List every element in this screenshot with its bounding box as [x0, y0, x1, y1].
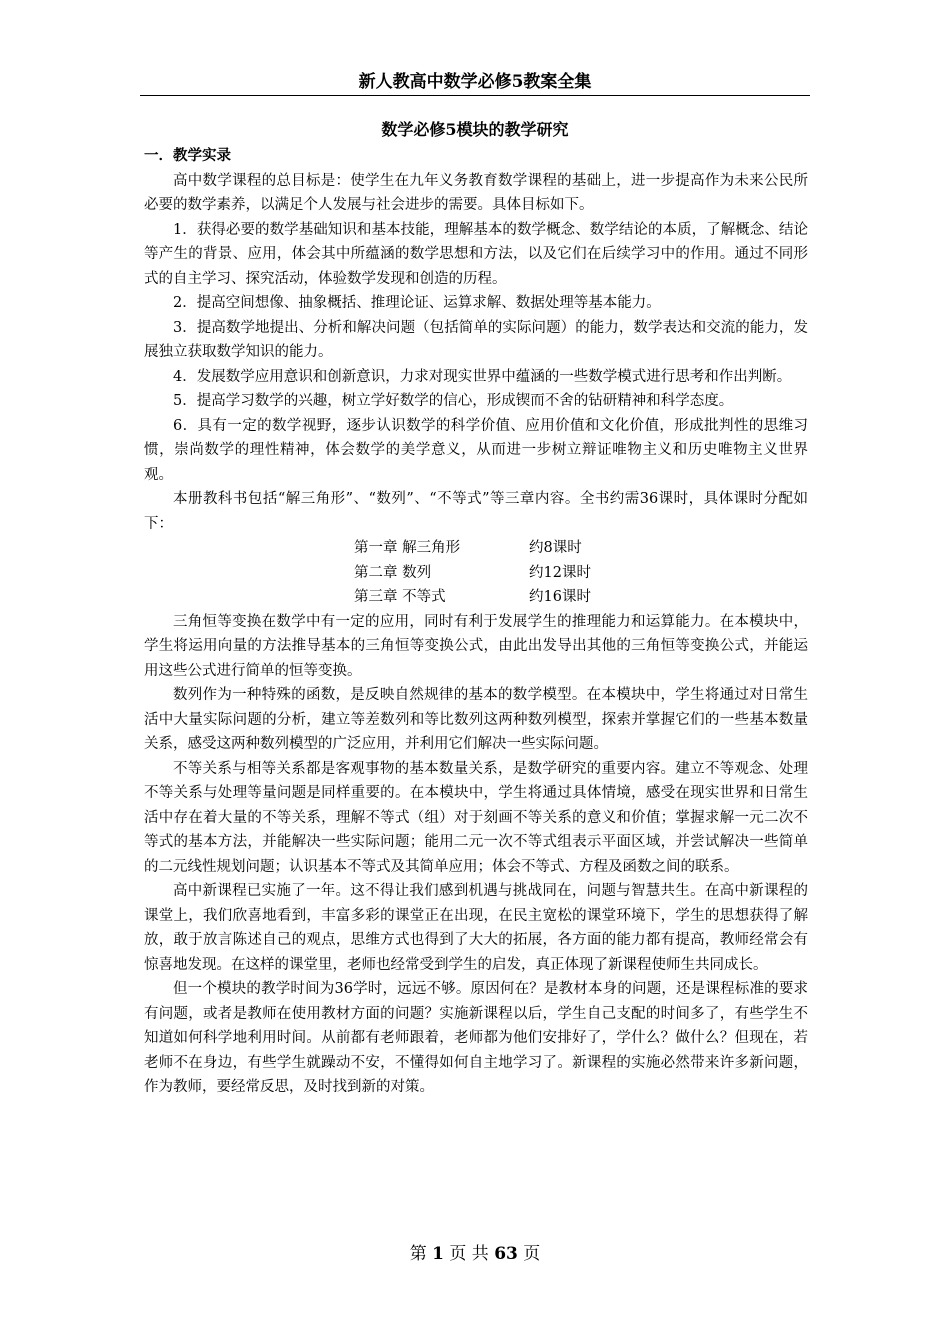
running-header: 新人教高中数学必修5教案全集	[358, 72, 592, 92]
document-title: 数学必修5模块的教学研究	[381, 120, 569, 139]
chapter-hours: 约8课时	[529, 540, 582, 556]
allocation-row	[144, 585, 808, 610]
hours-allocation	[144, 536, 808, 610]
paragraph: 数列作为一种特殊的函数，是反映自然规律的基本的数学模型。在本模块中，学生将通过对日常生活中大量实际问题的分析，建立等差数列和等比数列这两种数列模型，探索并掌握它们的一些基本数量关系，感受这两种数列模型的广泛应用，并利用它们解决一些实际问题。	[144, 687, 808, 752]
footer-suffix: 页	[523, 1244, 541, 1264]
document-body	[144, 144, 808, 1100]
paragraph: 三角恒等变换在数学中有一定的应用，同时有利于发展学生的推理能力和运算能力。在本模块中，学生将运用向量的方法推导基本的三角恒等变换公式，由此出发导出其他的三角恒等变换公式，并能运用这些公式进行简单的恒等变换。	[144, 613, 808, 679]
paragraph: 5．提高学习数学的兴趣，树立学好数学的信心，形成锲而不舍的钻研精神和科学态度。	[173, 393, 734, 409]
paragraph: 2．提高空间想像、抽象概括、推理论证、运算求解、数据处理等基本能力。	[173, 295, 661, 311]
paragraph: 3．提高数学地提出、分析和解决问题（包括简单的实际问题）的能力，数学表达和交流的能力，发展独立获取数学知识的能力。	[144, 319, 808, 360]
page-number: 1	[432, 1244, 444, 1264]
paragraph: 本册教科书包括“解三角形”、“数列”、“不等式”等三章内容。全书约需36课时，具体课时分配如下：	[144, 491, 808, 532]
paragraph: 高中新课程已实施了一年。这不得让我们感到机遇与挑战同在，问题与智慧共生。在高中新课程的课堂上，我们欣喜地看到，丰富多彩的课堂正在出现，在民主宽松的课堂环境下，学生的思想获得了解放，敢于放言陈述自己的观点，思维方式也得到了大大的拓展，各方面的能力都有提高，教师经常会有惊喜地发现。在这样的课堂里，老师也经常受到学生的启发，真正体现了新课程使师生共同成长。	[144, 883, 808, 973]
paragraph: 4．发展数学应用意识和创新意识，力求对现实世界中蕴涵的一些数学模式进行思考和作出判断。	[173, 368, 792, 385]
section-heading: 一．教学实录	[144, 147, 231, 164]
chapter-name: 第三章 不等式	[354, 589, 446, 605]
footer-prefix: 第	[409, 1244, 427, 1264]
page-total: 63	[494, 1244, 518, 1264]
paragraph: 但一个模块的教学时间为36学时，远远不够。原因何在？是教材本身的问题，还是课程标准的要求有问题，或者是教师在使用教材方面的问题？实施新课程以后，学生自己支配的时间多了，有些学生不知道如何科学地利用时间。从前都有老师跟着，老师都为他们安排好了，学什么？做什么？但现在，若老师不在身边，有些学生就躁动不安，不懂得如何自主地学习了。新课程的实施必然带来许多新问题，作为教师，要经常反思，及时找到新的对策。	[144, 981, 808, 1095]
paragraph: 1．获得必要的数学基础知识和基本技能，理解基本的数学概念、数学结论的本质，了解概念、结论等产生的背景、应用，体会其中所蕴涵的数学思想和方法，以及它们在后续学习中的作用。通过不同形式的自主学习、探究活动，体验数学发现和创造的历程。	[144, 221, 808, 287]
paragraph: 6．具有一定的数学视野，逐步认识数学的科学价值、应用价值和文化价值，形成批判性的思维习惯，崇尚数学的理性精神，体会数学的美学意义，从而进一步树立辩证唯物主义和历史唯物主义世界观。	[144, 417, 808, 483]
allocation-row	[144, 536, 808, 561]
chapter-name: 第一章 解三角形	[354, 540, 461, 556]
chapter-hours: 约12课时	[529, 564, 591, 581]
footer-middle: 页 共	[449, 1244, 489, 1264]
allocation-row	[144, 561, 808, 586]
paragraph: 高中数学课程的总目标是：使学生在九年义务教育数学课程的基础上，进一步提高作为未来公民所必要的数学素养，以满足个人发展与社会进步的需要。具体目标如下。	[144, 172, 808, 213]
chapter-hours: 约16课时	[529, 589, 591, 605]
page-footer	[140, 1242, 810, 1266]
paragraph: 不等关系与相等关系都是客观事物的基本数量关系，是数学研究的重要内容。建立不等观念、处理不等关系与处理等量问题是同样重要的。在本模块中，学生将通过具体情境，感受在现实世界和日常生活中存在着大量的不等关系，理解不等式（组）对于刻画不等关系的意义和价值；掌握求解一元二次不等式的基本方法，并能解决一些实际问题；能用二元一次不等式组表示平面区域，并尝试解决一些简单的二元线性规划问题；认识基本不等式及其简单应用；体会不等式、方程及函数之间的联系。	[144, 760, 808, 875]
header-rule	[140, 95, 810, 96]
chapter-name: 第二章 数列	[354, 564, 432, 581]
